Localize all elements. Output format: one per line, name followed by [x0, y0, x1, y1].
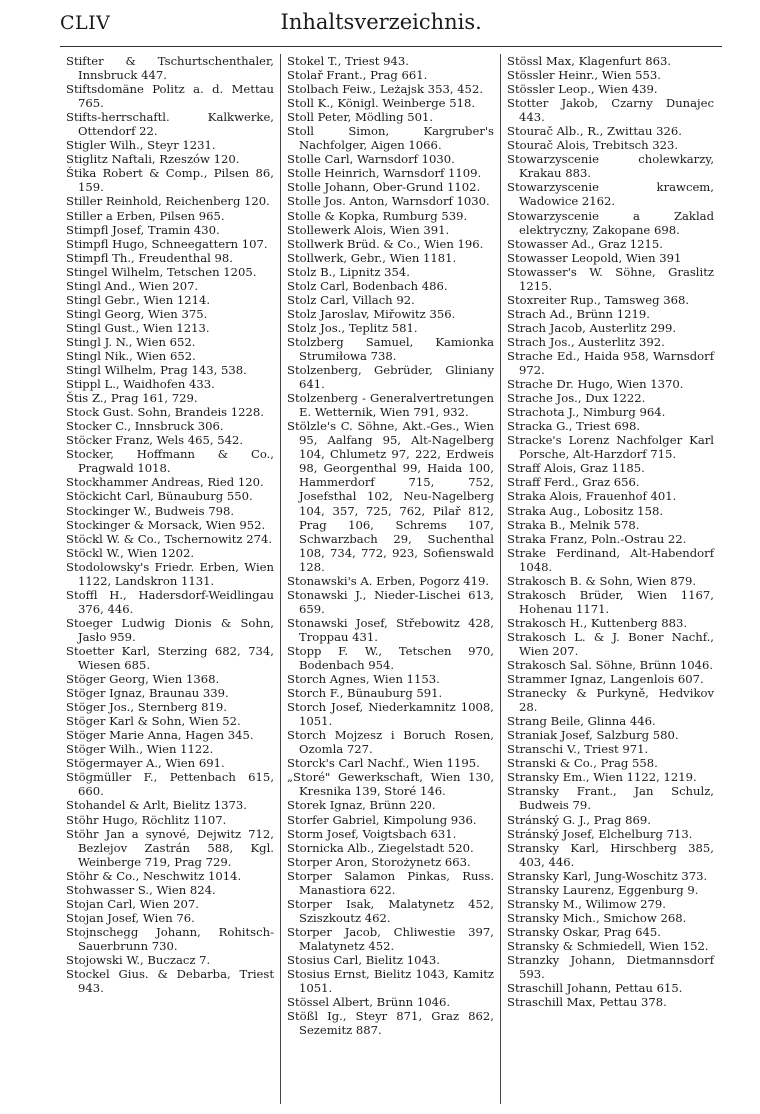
index-entry: Strach Ad., Brünn 1219.	[507, 306, 650, 321]
index-entry: Storper Isak, Malatynetz 452, Sziszkoutz 462.	[287, 896, 494, 925]
index-entry: Stoll K., Königl. Weinberge 518.	[287, 96, 476, 111]
index-entry: Stössel Albert, Brünn 1046.	[287, 995, 451, 1010]
index-entry: Straka Alois, Frauenhof 401.	[507, 489, 677, 504]
index-entry: Stoffl H., Hadersdorf-Weidlingau 376, 446.	[66, 587, 274, 616]
index-entry: Stocker C., Innsbruck 306.	[66, 419, 224, 434]
index-entry: Stourač Alb., R., Zwittau 326.	[507, 124, 682, 139]
index-entry: Stifter & Tschurtschenthaler, Innsbruck 447.	[66, 54, 274, 83]
index-entry: Stolz Jaroslav, Miřowitz 356.	[287, 306, 456, 321]
index-entry: Stöcker Franz, Wels 465, 542.	[66, 433, 244, 448]
index-entry: Stolle Johann, Ober-Grund 1102.	[287, 180, 481, 195]
index-entry: Stiller a Erben, Pilsen 965.	[66, 208, 225, 223]
index-entry: Stolz Carl, Villach 92.	[287, 292, 415, 307]
index-entry: Strakosch H., Kuttenberg 883.	[507, 615, 688, 630]
index-entry: Stössler Leop., Wien 439.	[507, 82, 658, 97]
index-entry: Strammer Ignaz, Langenlois 607.	[507, 672, 704, 687]
index-entry: Stigler Wilh., Steyr 1231.	[66, 138, 216, 153]
index-entry: Strache Ed., Haida 958, Warnsdorf 972.	[507, 348, 714, 378]
index-entry: Strakosch Sal. Söhne, Brünn 1046.	[507, 658, 714, 673]
index-entry: Strakosch B. & Sohn, Wien 879.	[507, 573, 697, 588]
index-entry: Stolle Heinrich, Warnsdorf 1109.	[287, 166, 482, 181]
index-entry: Stingl Georg, Wien 375.	[66, 306, 208, 321]
index-entry: Stosius Ernst, Bielitz 1043, Kamitz 1051.	[287, 967, 494, 996]
index-entry: Stolzenberg, Gebrüder, Gliniany 641.	[287, 363, 494, 392]
index-entry: Stolle & Kopka, Rumburg 539.	[287, 208, 468, 223]
index-entry: Stopp F. W., Tetschen 970, Bodenbach 954.	[287, 643, 494, 673]
index-entry: Straniak Josef, Salzburg 580.	[507, 728, 679, 743]
index-entry: Stingl Gust., Wien 1213.	[66, 320, 210, 335]
index-entry: Strake Ferdinand, Alt-Habendorf 1048.	[507, 545, 714, 574]
index-entry: Stöger Marie Anna, Hagen 345.	[66, 728, 254, 743]
index-entry: Strache Dr. Hugo, Wien 1370.	[507, 377, 684, 392]
index-entry: Stranschi V., Triest 971.	[507, 742, 649, 757]
index-entry: Stöger Wilh., Wien 1122.	[66, 742, 214, 757]
index-entry: Stössl Max, Klagenfurt 863.	[507, 54, 672, 68]
index-entry: Straschill Max, Pettau 378.	[507, 995, 667, 1010]
index-entry: Stollewerk Alois, Wien 391.	[287, 222, 450, 237]
index-entry: Stolzberg Samuel, Kamionka Strumiłowa 738.	[287, 334, 494, 363]
index-entry: Stögermayer A., Wien 691.	[66, 756, 225, 771]
index-entry: Stolzenberg - Generalvertretungen E. Wetternik, Wien 791, 932.	[287, 391, 494, 420]
index-entry: Stimpfl Hugo, Schneegattern 107.	[66, 236, 268, 251]
index-entry: Stowasser Ad., Graz 1215.	[507, 236, 663, 251]
index-entry: Stock Gust. Sohn, Brandeis 1228.	[66, 405, 264, 420]
index-entry: Stolz Carl, Bodenbach 486.	[287, 278, 448, 293]
index-entry: Storch Josef, Niederkamnitz 1008, 1051.	[287, 700, 494, 729]
index-entry: Storch Agnes, Wien 1153.	[287, 672, 440, 687]
index-entry: Stiftsdomäne Politz a. d. Mettau 765.	[66, 82, 274, 111]
index-entry: Stöger Jos., Sternberg 819.	[66, 700, 227, 715]
index-entry: Stockinger W., Budweis 798.	[66, 503, 235, 518]
index-entry: Stonawski J., Nieder-Lischei 613, 659.	[287, 587, 494, 616]
index-entry: Stranecky & Purkyně, Hedvikov 28.	[507, 686, 714, 715]
index-entry: Stöger Ignaz, Braunau 339.	[66, 686, 229, 701]
page-title: Inhaltsverzeichnis.	[280, 10, 482, 34]
index-entry: Stöhr Jan a synové, Dejwitz 712, Bezlejov Zastrán 588, Kgl. Weinberge 719, Prag 729.	[66, 826, 274, 869]
index-entry: Stößl Ig., Steyr 871, Graz 862, Sezemitz 887.	[287, 1009, 494, 1038]
index-entry: Stölzle's C. Söhne, Akt.-Ges., Wien 95, Aalfang 95, Alt-Nagelberg 104, Chlumetz 97, 222, Erdweis 98, Georgenthal 99, Haida 100, Hammerdorf 715, 752, Josefsthal 102, Neu-Nagelberg 104, 357, 725, 762, Pilař 812, Prag 106, Schrems 107, Schwarzbach 29, Suchenthal 108, 734, 772, 923, Sofienswald 128.	[287, 419, 494, 574]
index-entry: Stoeger Ludwig Dionis & Sohn, Jasło 959.	[66, 615, 274, 644]
index-entry: Storfer Gabriel, Kimpolung 936.	[287, 812, 477, 827]
index-entry: Stifts-herrschaftl. Kalkwerke, Ottendorf 22.	[66, 110, 274, 139]
index-entry: Stransky Karl, Hirschberg 385, 403, 446.	[507, 840, 714, 869]
index-entry: Stiller Reinhold, Reichenberg 120.	[66, 194, 270, 209]
index-entry: Stiglitz Naftali, Rzeszów 120.	[66, 152, 240, 167]
index-entry: Stockinger & Morsack, Wien 952.	[66, 517, 266, 532]
index-entry: Stollwerk Brüd. & Co., Wien 196.	[287, 236, 484, 251]
index-entry: Strang Beile, Glinna 446.	[507, 714, 656, 729]
index-entry: Storper Jacob, Chliwestie 397, Malatynetz 452.	[287, 924, 494, 953]
index-entry: Stippl L., Waidhofen 433.	[66, 377, 215, 392]
index-entry: Storek Ignaz, Brünn 220.	[287, 798, 436, 813]
index-entry: Stocker, Hoffmann & Co., Pragwald 1018.	[66, 447, 274, 476]
index-entry: Stojan Josef, Wien 76.	[66, 910, 195, 925]
index-entry: Stonawski Josef, Střebowitz 428, Troppau 431.	[287, 615, 494, 644]
index-entry: Stöger Georg, Wien 1368.	[66, 672, 220, 687]
index-entry: Stoetter Karl, Sterzing 682, 734, Wiesen 685.	[66, 643, 274, 673]
index-entry: Stowarzyscenie krawcem, Wadowice 2162.	[507, 180, 714, 209]
index-entry: Stowasser Leopold, Wien 391	[507, 250, 682, 265]
index-entry: Stowarzyscenie a Zaklad elektryczny, Zakopane 698.	[507, 208, 714, 237]
index-entry: Stornicka Alb., Ziegelstadt 520.	[287, 840, 474, 855]
index-column-1	[60, 54, 280, 1104]
index-entry: Stránský G. J., Prag 869.	[507, 812, 651, 827]
page-number: CLIV	[60, 12, 111, 34]
index-entry: Štis Z., Prag 161, 729.	[66, 391, 198, 406]
index-entry: Stöckicht Carl, Bünauburg 550.	[66, 489, 253, 504]
index-entry: Stransky Oskar, Prag 645.	[507, 924, 661, 939]
index-entry: Strach Jacob, Austerlitz 299.	[507, 320, 677, 335]
index-entry: Stögmüller F., Pettenbach 615, 660.	[66, 770, 274, 799]
index-entry: Strach Jos., Austerlitz 392.	[507, 334, 665, 349]
index-entry: Stockhammer Andreas, Ried 120.	[66, 475, 264, 490]
index-entry: Stingl J. N., Wien 652.	[66, 334, 196, 349]
index-entry: Stranski & Co., Prag 558.	[507, 756, 658, 771]
index-entry: Stodolowsky's Friedr. Erben, Wien 1122, Landskron 1131.	[66, 559, 274, 588]
page-header	[60, 10, 722, 40]
index-entry: Stojan Carl, Wien 207.	[66, 896, 199, 911]
index-entry: Stöckl W. & Co., Tschernowitz 274.	[66, 531, 273, 546]
index-entry: Strache Jos., Dux 1222.	[507, 391, 646, 406]
index-entry: Stransky Em., Wien 1122, 1219.	[507, 770, 697, 785]
index-entry: Stohwasser S., Wien 824.	[66, 882, 216, 897]
index-entry: Stolle Jos. Anton, Warnsdorf 1030.	[287, 194, 490, 209]
index-entry: Stolbach Feiw., Leżajsk 353, 452.	[287, 82, 484, 97]
index-entry: Straff Alois, Graz 1185.	[507, 461, 645, 476]
index-entry: Storper Aron, Storożynetz 663.	[287, 854, 471, 869]
index-entry: Stowasser's W. Söhne, Graslitz 1215.	[507, 264, 714, 293]
index-entry: Stourač Alois, Trebitsch 323.	[507, 138, 679, 153]
index-entry: Stransky Karl, Jung-Woschitz 373.	[507, 868, 708, 883]
index-entry: Stingl Nik., Wien 652.	[66, 348, 196, 363]
index-entry: Stollwerk, Gebr., Wien 1181.	[287, 250, 457, 265]
index-entry: Stransky & Schmiedell, Wien 152.	[507, 938, 709, 953]
header-rule	[60, 46, 722, 47]
index-entry: Stransky Frant., Jan Schulz, Budweis 79.	[507, 784, 714, 813]
index-entry: Stojowski W., Buczacz 7.	[66, 953, 211, 967]
index-entry: Stolz Jos., Teplitz 581.	[287, 320, 418, 335]
index-entry: Stokel T., Triest 943.	[287, 54, 409, 68]
index-entry: Stockel Gius. & Debarba, Triest 943.	[66, 967, 274, 996]
index-entry: Stöger Karl & Sohn, Wien 52.	[66, 714, 241, 729]
index-entry: Stoll Peter, Mödling 501.	[287, 110, 434, 125]
index-entry: Strakosch L. & J. Boner Nachf., Wien 207.	[507, 629, 714, 658]
index-entry: Stingel Wilhelm, Tetschen 1205.	[66, 264, 257, 279]
index-entry: Stracke's Lorenz Nachfolger Karl Porsche, Alt-Harzdorf 715.	[507, 433, 714, 462]
index-entry: Stránský Josef, Elchelburg 713.	[507, 826, 693, 841]
index-entry: Storch Mojzesz i Boruch Rosen, Ozomla 727.	[287, 728, 494, 757]
index-entry: Stolle Carl, Warnsdorf 1030.	[287, 152, 455, 167]
index-entry: Stoll Simon, Kargruber's Nachfolger, Aigen 1066.	[287, 124, 494, 153]
index-entry: „Storé" Gewerkschaft, Wien 130, Kresnika 139, Storé 146.	[287, 770, 494, 799]
index-entry: Stingl And., Wien 207.	[66, 278, 199, 293]
index-entry: Stöckl W., Wien 1202.	[66, 545, 195, 560]
index-entry: Stohandel & Arlt, Bielitz 1373.	[66, 798, 247, 813]
index-entry: Straka Aug., Lobositz 158.	[507, 503, 664, 518]
index-entry: Stotter Jakob, Czarny Dunajec 443.	[507, 96, 714, 125]
index-entry: Stranzky Johann, Dietmannsdorf 593.	[507, 953, 714, 982]
index-entry: Stojnschegg Johann, Rohitsch-Sauerbrunn 730.	[66, 924, 274, 953]
index-entry: Stolař Frant., Prag 661.	[287, 68, 428, 83]
index-column-3	[500, 54, 720, 1104]
index-entry: Stransky Laurenz, Eggenburg 9.	[507, 882, 699, 897]
index-entry: Stoxreiter Rup., Tamsweg 368.	[507, 292, 690, 307]
index-entry: Stonawski's A. Erben, Pogorz 419.	[287, 573, 490, 588]
index-entry: Stimpfl Th., Freudenthal 98.	[66, 250, 233, 265]
index-entry: Strachota J., Nimburg 964.	[507, 405, 666, 420]
index-entry: Stransky Mich., Smichow 268.	[507, 910, 687, 925]
index-entry: Stracka G., Triest 698.	[507, 419, 641, 434]
index-entry: Stöhr Hugo, Röchlitz 1107.	[66, 812, 227, 827]
index-entry: Stingl Gebr., Wien 1214.	[66, 292, 211, 307]
index-entry: Storck's Carl Nachf., Wien 1195.	[287, 756, 480, 771]
index-entry: Stössler Heinr., Wien 553.	[507, 68, 661, 83]
index-entry: Straff Ferd., Graz 656.	[507, 475, 640, 490]
index-entry: Stosius Carl, Bielitz 1043.	[287, 953, 440, 967]
index-entry: Storch F., Bünauburg 591.	[287, 686, 443, 701]
index-entry: Straka Franz, Poln.-Ostrau 22.	[507, 531, 687, 546]
index-entry: Štika Robert & Comp., Pilsen 86, 159.	[66, 166, 274, 195]
index-entry: Stransky M., Wilimow 279.	[507, 896, 666, 911]
index-entry: Stowarzyscenie cholewkarzy, Krakau 883.	[507, 152, 714, 181]
index-entry: Stöhr & Co., Neschwitz 1014.	[66, 868, 242, 883]
index-entry: Storper Salamon Pinkas, Russ. Manastiora 622.	[287, 868, 494, 897]
index-column-2	[280, 54, 500, 1104]
index-entry: Straschill Johann, Pettau 615.	[507, 981, 683, 996]
index-entry: Straka B., Melnik 578.	[507, 517, 640, 532]
index-entry: Stingl Wilhelm, Prag 143, 538.	[66, 363, 247, 378]
index-entry: Stimpfl Josef, Tramin 430.	[66, 222, 220, 237]
index-columns	[60, 54, 722, 1104]
index-entry: Stolz B., Lipnitz 354.	[287, 264, 410, 279]
index-entry: Strakosch Brüder, Wien 1167, Hohenau 1171.	[507, 587, 714, 616]
index-entry: Storm Josef, Voigtsbach 631.	[287, 826, 457, 841]
